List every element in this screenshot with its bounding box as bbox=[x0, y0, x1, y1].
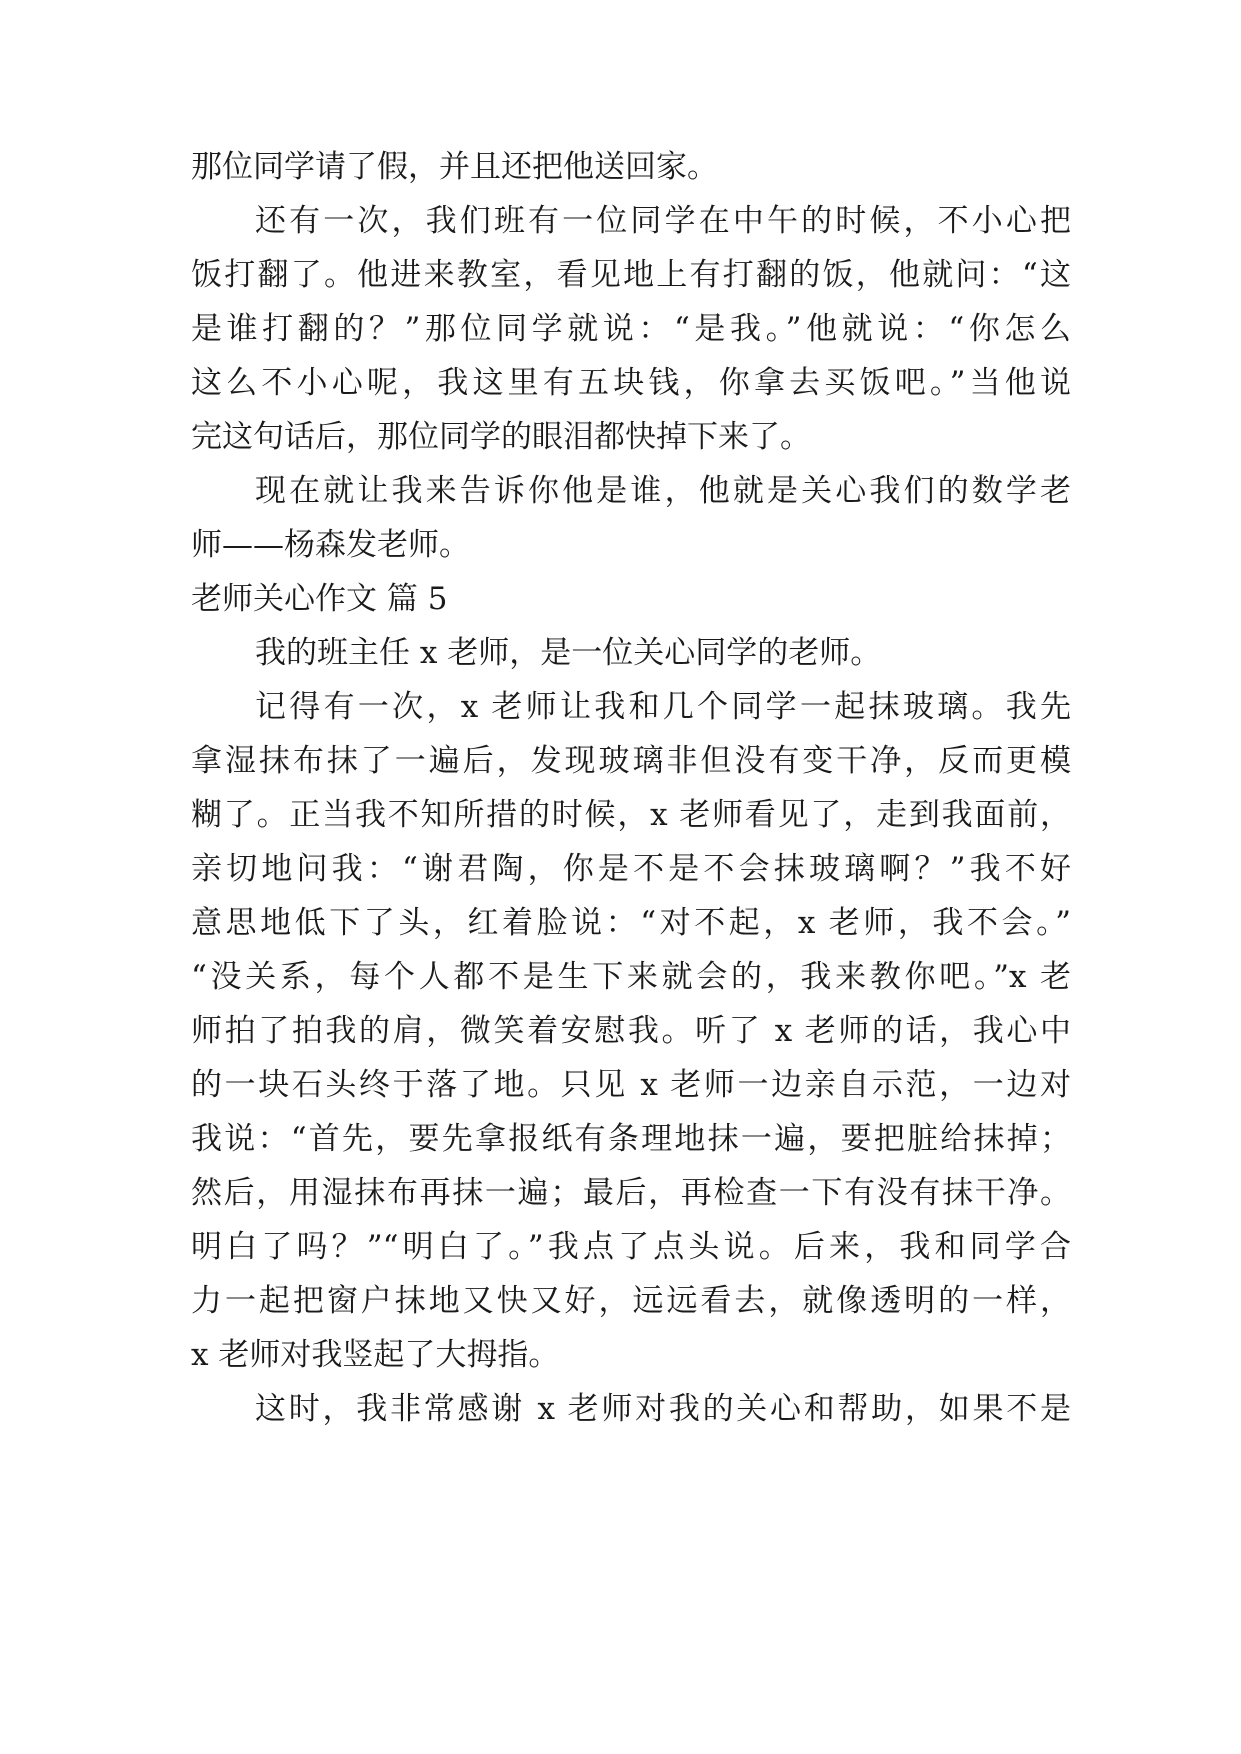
text-line: 还有一次，我们班有一位同学在中午的时候，不小心把 bbox=[255, 203, 1071, 239]
text-line: 那位同学请了假，并且还把他送回家。 bbox=[191, 149, 718, 185]
text-line: 是谁打翻的？”那位同学就说：“是我。”他就说：“你怎么 bbox=[191, 311, 1071, 347]
text-line: 师——杨森发老师。 bbox=[191, 527, 470, 563]
text-line: “没关系，每个人都不是生下来就会的，我来教你吧。”x 老 bbox=[191, 959, 1071, 995]
text-line: 记得有一次，x 老师让我和几个同学一起抹玻璃。我先 bbox=[255, 689, 1071, 725]
text-line: 力一起把窗户抹地又快又好，远远看去，就像透明的一样， bbox=[191, 1283, 1071, 1319]
text-line: 意思地低下了头，红着脸说：“对不起，x 老师，我不会。” bbox=[191, 905, 1071, 941]
text-line: x 老师对我竖起了大拇指。 bbox=[191, 1337, 560, 1373]
text-line: 饭打翻了。他进来教室，看见地上有打翻的饭，他就问：“这 bbox=[191, 257, 1071, 293]
text-line: 的一块石头终于落了地。只见 x 老师一边亲自示范，一边对 bbox=[191, 1067, 1071, 1103]
text-line: 这时，我非常感谢 x 老师对我的关心和帮助，如果不是 bbox=[255, 1391, 1071, 1427]
text-line: 拿湿抹布抹了一遍后，发现玻璃非但没有变干净，反而更模 bbox=[191, 743, 1071, 779]
text-line: 现在就让我来告诉你他是谁，他就是关心我们的数学老 bbox=[255, 473, 1071, 509]
text-line: 师拍了拍我的肩，微笑着安慰我。听了 x 老师的话，我心中 bbox=[191, 1013, 1071, 1049]
text-line: 明白了吗？”“明白了。”我点了点头说。后来，我和同学合 bbox=[191, 1229, 1071, 1265]
text-line: 这么不小心呢，我这里有五块钱，你拿去买饭吧。”当他说 bbox=[191, 365, 1071, 401]
section-heading: 老师关心作文 篇 5 bbox=[191, 581, 448, 617]
text-line: 糊了。正当我不知所措的时候，x 老师看见了，走到我面前， bbox=[191, 797, 1071, 833]
text-line: 亲切地问我：“谢君陶，你是不是不会抹玻璃啊？”我不好 bbox=[191, 851, 1071, 887]
text-line: 我说：“首先，要先拿报纸有条理地抹一遍，要把脏给抹掉； bbox=[191, 1121, 1071, 1157]
text-line: 然后，用湿抹布再抹一遍；最后，再检查一下有没有抹干净。 bbox=[191, 1175, 1071, 1211]
text-line: 我的班主任 x 老师，是一位关心同学的老师。 bbox=[255, 635, 882, 671]
text-line: 完这句话后，那位同学的眼泪都快掉下来了。 bbox=[191, 419, 811, 455]
